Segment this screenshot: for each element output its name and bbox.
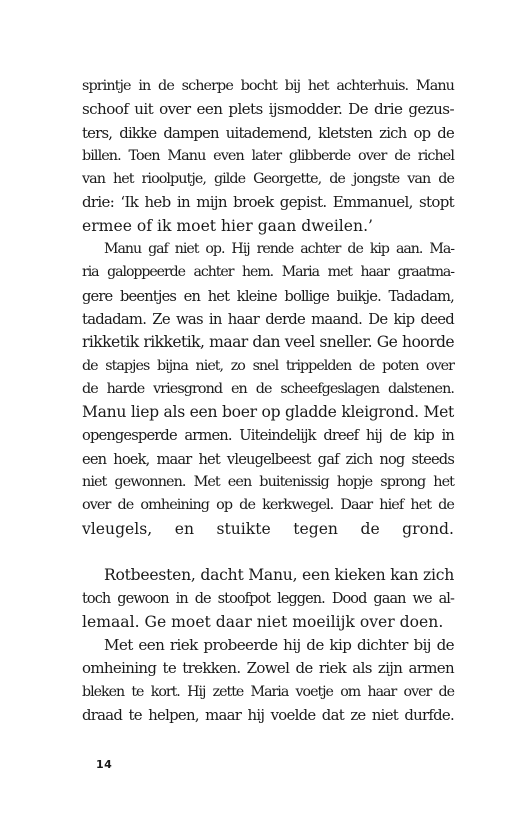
text-line: omheining te trekken. Zowel de riek als zijn armen: [82, 659, 454, 678]
text-line: Met een riek probeerde hij de kip dichter bij de: [104, 636, 454, 655]
paragraph: [82, 238, 454, 564]
paragraph: [82, 75, 454, 238]
text-line: lemaal. Ge moet daar niet moeilijk over doen.: [82, 612, 444, 631]
text-line: tadadam. Ze was in haar derde maand. De kip deed: [82, 310, 454, 328]
text-line: [82, 541, 454, 564]
text-line: van het rioolputje, gilde Georgette, de jongste van de: [82, 171, 454, 188]
text-line: rikketik rikketik, maar dan veel sneller. Ge hoorde: [82, 333, 454, 352]
body-text: [82, 75, 454, 727]
text-line: een hoek, maar het vleugelbeest gaf zich nog steeds: [82, 450, 454, 468]
text-line: schoof uit over een plets ijsmodder. De drie gezus-: [82, 100, 454, 119]
text-line: Manu gaf niet op. Hij rende achter de kip aan. Ma-: [104, 241, 454, 258]
paragraph: [82, 564, 454, 634]
text-line: ermee of ik moet hier gaan dweilen.’: [82, 216, 373, 235]
text-line: billen. Toen Manu even later glibberde over de richel: [82, 147, 454, 164]
text-line: Rotbeesten, dacht Manu, een kieken kan zich: [104, 566, 454, 585]
text-line: drie: ‘Ik heb in mijn broek gepist. Emmanuel, stopt: [82, 193, 454, 212]
text-line: over de omheining op de kerkwegel. Daar hief het de: [82, 497, 454, 514]
text-line: toch gewoon in de stoofpot leggen. Dood gaan we al-: [82, 590, 454, 607]
text-line: vleugels, en stuikte tegen de grond.: [82, 519, 454, 538]
text-line: opengesperde armen. Uiteindelijk dreef hij de kip in: [82, 427, 454, 445]
text-line: bleken te kort. Hij zette Maria voetje om haar over de: [82, 683, 454, 700]
page-number: 14: [96, 758, 113, 771]
text-line: ria galoppeerde achter hem. Maria met haar graatma-: [82, 264, 454, 281]
text-line: Manu liep als een boer op gladde kleigrond. Met: [82, 403, 454, 422]
text-line: de harde vriesgrond en de scheefgeslagen dalstenen.: [82, 380, 454, 397]
text-line: sprintje in de scherpe bocht bij het achterhuis. Manu: [82, 78, 454, 94]
text-line: draad te helpen, maar hij voelde dat ze niet durfde.: [82, 706, 454, 725]
text-line: niet gewonnen. Met een buitenissig hopje sprong het: [82, 474, 454, 491]
text-line: gere beentjes en het kleine bollige buikje. Tadadam,: [82, 287, 454, 305]
paragraph: [82, 634, 454, 727]
text-line: de stapjes bijna niet, zo snel trippelden de poten over: [82, 357, 454, 374]
text-line: ters, dikke dampen uitademend, kletsten zich op de: [82, 124, 454, 142]
